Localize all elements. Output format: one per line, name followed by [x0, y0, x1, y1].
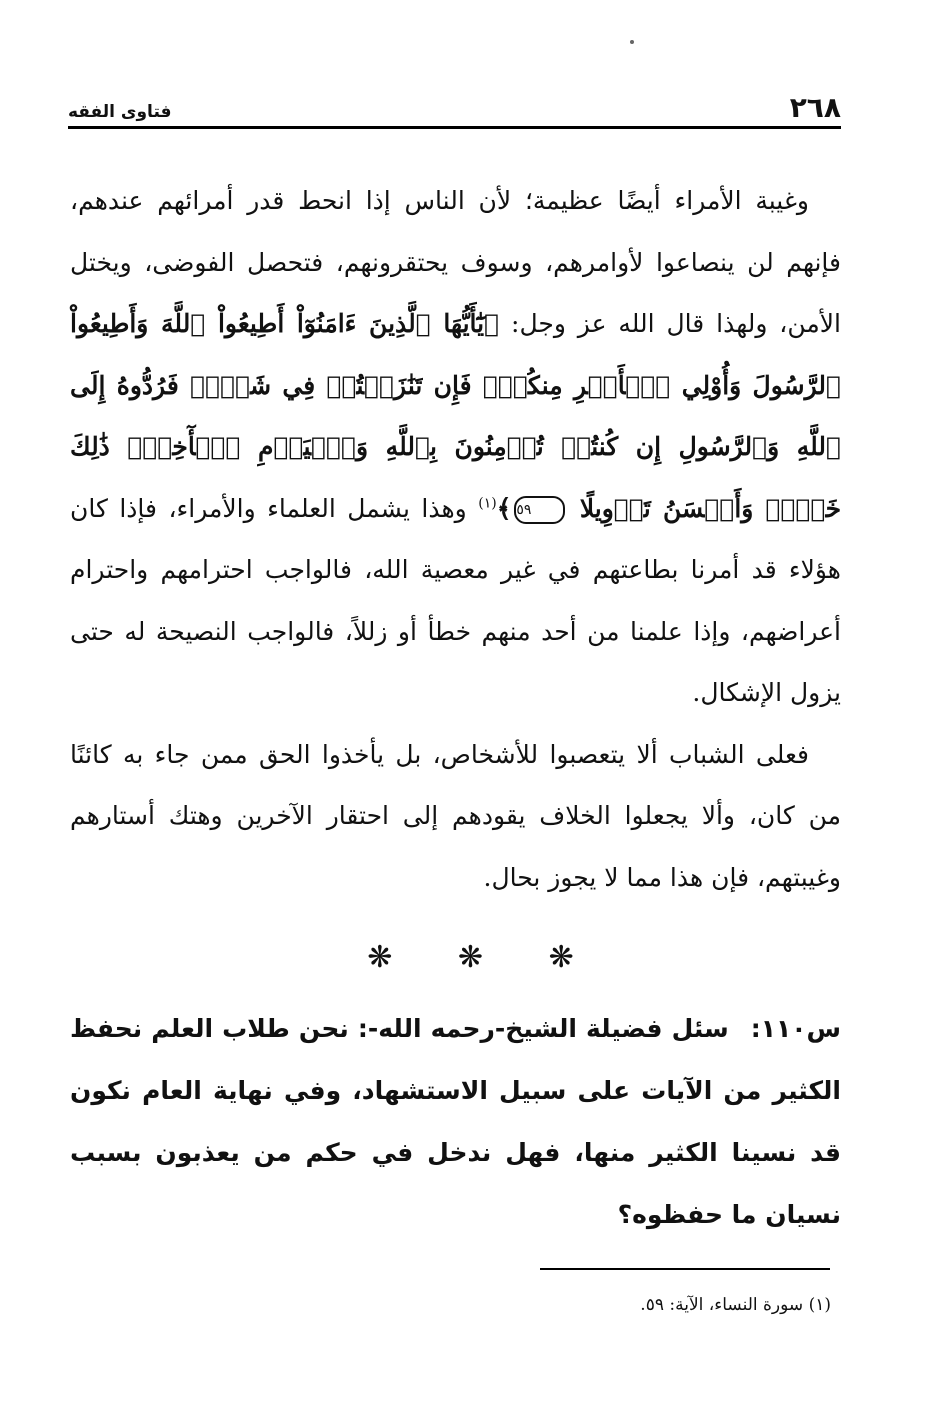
separator-star: ❋ [548, 940, 574, 975]
paragraph-1 [70, 170, 841, 724]
separator-star: ❋ [367, 940, 393, 975]
page-number: ٢٦٨ [789, 91, 841, 124]
paragraph-1-intro: وغيبة الأمراء أيضًا عظيمة؛ لأن الناس إذا انحط قدر أمرائهم عندهم، فإنهم لن ينصاعوا لأوامرهم، وسوف يحتقرونهم، فتحصل الفوضى، ويختل الأمن، ولهذا قال الله عز وجل: [70, 186, 841, 338]
footnote: (١) سورة النساء، الآية: ٥٩. [640, 1295, 831, 1315]
scan-speck [630, 40, 634, 44]
footnote-divider [540, 1268, 830, 1270]
verse-open-brace: ﴿ [484, 309, 500, 338]
footnote-reference: (١) [478, 495, 497, 512]
separator-star: ❋ [457, 940, 484, 975]
paragraph-1-continuation: وهذا يشمل العلماء والأمراء، فإذا كان هؤلاء قد أمرنا بطاعتهم في غير معصية الله، فالواجب احترامهم واحترام أعراضهم، وإذا علمنا من أحد منهم خطأ أو زللاً، فالواجب النصيحة له حتى يزول الإشكال. [70, 493, 841, 707]
body-text [70, 170, 841, 908]
running-title: فتاوى الفقه [68, 102, 172, 122]
verse-close-brace: ﴾ [496, 493, 512, 523]
quran-verse: يَٰٓأَيُّهَا ٱلَّذِينَ ءَامَنُوٓاْ أَطِيعُواْ ٱللَّهَ وَأَطِيعُواْ ٱلرَّسُولَ وَأُوْلِي ٱلۡأَمۡرِ مِنكُمۡۖ فَإِن تَنَٰزَعۡتُمۡ فِي شَيۡءٖ فَرُدُّوهُ إِلَى ٱللَّهِ وَٱلرَّسُولِ إِن كُنتُمۡ تُؤۡمِنُونَ بِٱللَّهِ وَٱلۡيَوۡمِ ٱلۡأٓخِرِۚ ذَٰلِكَ خَيۡرٞ وَأَحۡسَنُ تَأۡوِيلًا [70, 309, 842, 523]
question-number: س١١٠: [750, 1014, 841, 1043]
page-header [68, 86, 841, 129]
section-separator [0, 940, 941, 980]
question-text: سئل فضيلة الشيخ-رحمه الله-: نحن طلاب العلم نحفظ الكثير من الآيات على سبيل الاستشهاد، وفي نهاية العام نكون قد نسينا الكثير منها، فهل ندخل في حكم من يعذبون بسبب نسيان ما حفظوه؟ [70, 1014, 841, 1229]
paragraph-2: فعلى الشباب ألا يتعصبوا للأشخاص، بل يأخذوا الحق ممن جاء به كائنًا من كان، وألا يجعلوا الخلاف يقودهم إلى احتقار الآخرين وهتك أستارهم وغيبتهم، فإن هذا مما لا يجوز بحال. [70, 739, 841, 892]
question-block [70, 998, 841, 1246]
ayah-number-marker: ٥٩ [514, 496, 565, 524]
